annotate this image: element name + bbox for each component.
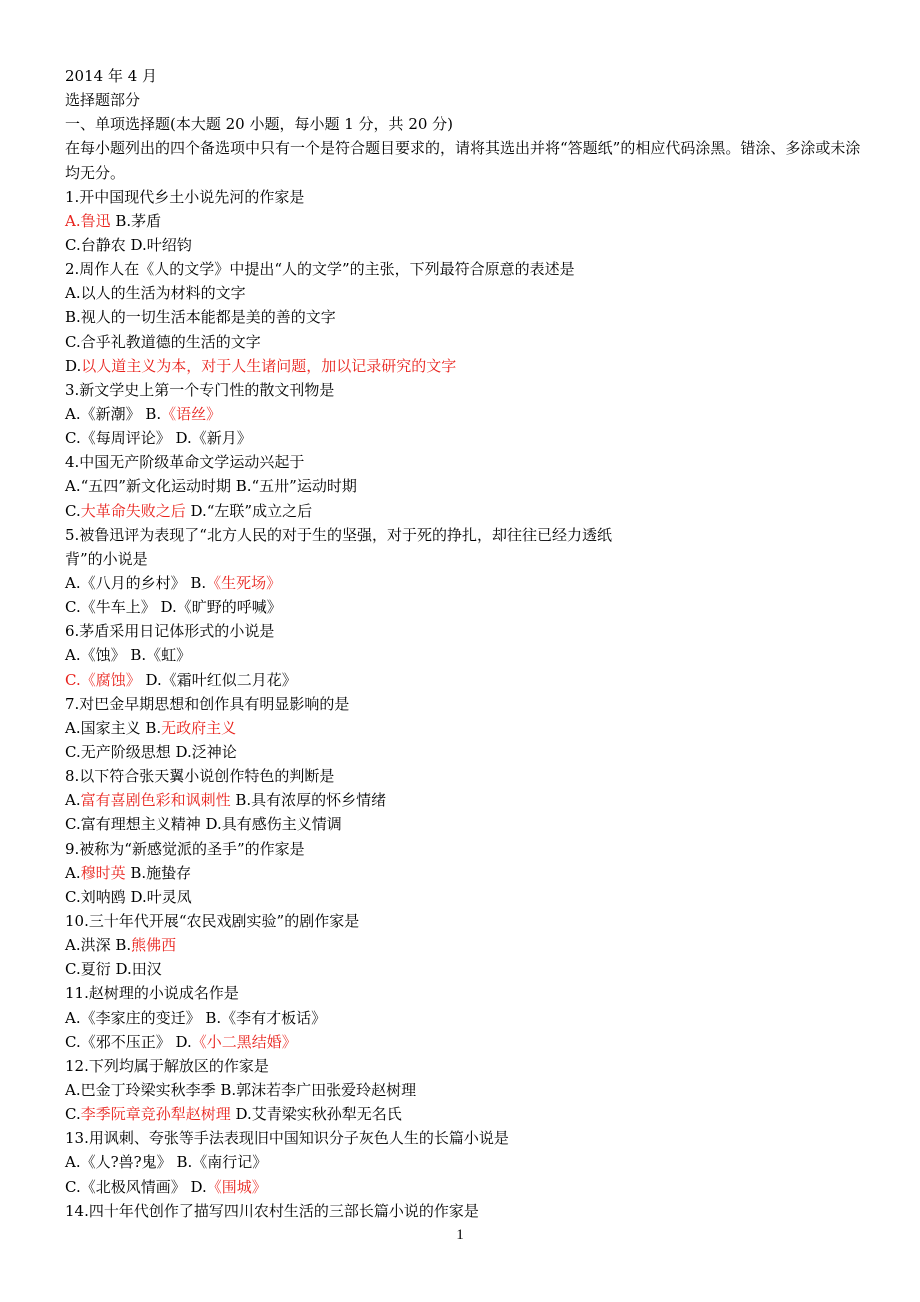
correct-answer-text: 大革命失败之后 — [80, 501, 186, 520]
correct-answer-text: 《生死场》 — [206, 573, 282, 592]
question-item — [65, 619, 865, 691]
option-text: B.视人的一切生活本能都是美的善的文字 — [65, 308, 336, 327]
option-text: A.《李家庄的变迁》 B.《李有才板话》 — [65, 1008, 327, 1027]
correct-answer-text: 无政府主义 — [161, 718, 237, 737]
option-text: D. — [65, 356, 82, 375]
option-text: B.施蛰存 — [125, 863, 192, 882]
option-text: A.《新潮》 B. — [65, 405, 162, 423]
option-text: C.《每周评论》 D.《新月》 — [65, 429, 252, 448]
option-row — [65, 571, 865, 595]
question-stem: 9.被称为“新感觉派的圣手”的作家是 — [65, 839, 305, 858]
question-stem: 2.周作人在《人的文学》中提出“人的文学”的主张，下列最符合原意的表述是 — [65, 260, 575, 279]
option-text: A.“五四”新文化运动时期 B.“五卅”运动时期 — [65, 477, 357, 496]
option-text: A.以人的生活为材料的文字 — [65, 284, 246, 303]
option-text: C.富有理想主义精神 D.具有感伤主义情调 — [65, 815, 342, 834]
option-text: C.《北极风情画》 D. — [65, 1177, 207, 1196]
option-text: D.“左联”成立之后 — [185, 501, 313, 520]
correct-answer-text: 《语丝》 — [161, 405, 222, 423]
option-row — [65, 595, 865, 619]
question-stem: 4.中国无产阶级革命文学运动兴起于 — [65, 453, 305, 472]
correct-answer-text: A.鲁迅 — [65, 211, 111, 230]
option-text: A.巴金丁玲梁实秋李季 B.郭沫若李广田张爱玲赵树理 — [65, 1080, 417, 1099]
option-row — [65, 354, 865, 378]
page-number: 1 — [456, 1227, 464, 1243]
option-text: C. — [65, 501, 81, 520]
option-row — [65, 1175, 865, 1199]
question-item — [65, 523, 865, 620]
question-stem: 6.茅盾采用日记体形式的小说是 — [65, 622, 275, 641]
correct-answer-text: C.《腐蚀》 — [65, 670, 141, 689]
option-text: B.具有浓厚的怀乡情绪 — [230, 791, 387, 810]
option-text: C.台静农 D.叶绍钧 — [65, 236, 192, 255]
option-row — [65, 885, 865, 909]
correct-answer-text: 穆时英 — [80, 863, 126, 882]
question-stem: 3.新文学史上第一个专门性的散文刊物是 — [65, 380, 335, 399]
question-item — [65, 981, 865, 1053]
option-row — [65, 330, 865, 354]
question-item — [65, 185, 865, 257]
option-text: A.洪深 B. — [65, 936, 132, 955]
option-row — [65, 643, 865, 667]
option-row — [65, 861, 865, 885]
question-item — [65, 378, 865, 450]
question-item — [65, 257, 865, 378]
option-row — [65, 402, 865, 426]
option-row — [65, 281, 865, 305]
option-row — [65, 1078, 865, 1102]
question-stem: 13.用讽刺、夸张等手法表现旧中国知识分子灰色人生的长篇小说是 — [65, 1129, 509, 1148]
option-text: A.《人?兽?鬼》 B.《南行记》 — [65, 1153, 268, 1172]
correct-answer-text: 《围城》 — [206, 1177, 267, 1196]
question-stem: 背”的小说是 — [65, 549, 148, 568]
question-item — [65, 1199, 865, 1223]
option-row — [65, 1030, 865, 1054]
option-row — [65, 716, 865, 740]
option-row — [65, 426, 865, 450]
option-text: A.国家主义 B. — [65, 718, 162, 737]
option-row — [65, 305, 865, 329]
section-title: 一、单项选择题(本大题 20 小题，每小题 1 分，共 20 分) — [65, 115, 454, 134]
document-page — [65, 64, 865, 1223]
instructions: 在每小题列出的四个备选项中只有一个是符合题目要求的，请将其选出并将“答题纸”的相应代码涂黑。错涂、多涂或未涂均无分。 — [65, 139, 861, 182]
question-item — [65, 909, 865, 981]
correct-answer-text: 以人道主义为本，对于人生诸问题，加以记录研究的文字 — [81, 356, 457, 375]
question-stem: 10.三十年代开展“农民戏剧实验”的剧作家是 — [65, 911, 360, 930]
option-text: C.夏衍 D.田汉 — [65, 960, 162, 979]
option-text: C.无产阶级思想 D.泛神论 — [65, 742, 237, 761]
question-stem: 1.开中国现代乡土小说先河的作家是 — [65, 187, 305, 206]
option-row — [65, 788, 865, 812]
correct-answer-text: 富有喜剧色彩和讽刺性 — [80, 791, 231, 810]
option-text: C. — [65, 1105, 81, 1124]
option-row — [65, 812, 865, 836]
correct-answer-text: 李季阮章竞孙犁赵树理 — [80, 1105, 231, 1124]
option-row — [65, 474, 865, 498]
question-item — [65, 1126, 865, 1198]
option-text: D.《霜叶红似二月花》 — [140, 670, 297, 689]
option-row — [65, 233, 865, 257]
correct-answer-text: 熊佛西 — [131, 936, 177, 955]
option-text: C.《牛车上》 D.《旷野的呼喊》 — [65, 598, 282, 617]
option-row — [65, 1006, 865, 1030]
option-row — [65, 668, 865, 692]
option-text: C.《邪不压正》 D. — [65, 1032, 192, 1051]
option-text: A.《蚀》 B.《虹》 — [65, 646, 192, 665]
option-row — [65, 1102, 865, 1126]
option-text: A. — [65, 863, 81, 882]
exam-date: 2014 年 4 月 — [65, 67, 158, 85]
option-row — [65, 933, 865, 957]
question-item — [65, 1054, 865, 1126]
option-row — [65, 499, 865, 523]
question-stem: 12.下列均属于解放区的作家是 — [65, 1056, 269, 1075]
question-item — [65, 764, 865, 836]
question-list — [65, 185, 865, 1223]
question-stem: 11.赵树理的小说成名作是 — [65, 984, 239, 1003]
question-item — [65, 837, 865, 909]
option-text: D.艾青梁实秋孙犁无名氏 — [230, 1105, 402, 1124]
option-row — [65, 957, 865, 981]
option-row — [65, 740, 865, 764]
option-text: A.《八月的乡村》 B. — [65, 573, 207, 592]
option-text: B.茅盾 — [110, 211, 162, 230]
option-text: C.刘呐鸥 D.叶灵凤 — [65, 887, 192, 906]
question-item — [65, 692, 865, 764]
option-text: C.合乎礼教道德的生活的文字 — [65, 332, 261, 351]
part-title: 选择题部分 — [65, 91, 141, 110]
question-stem: 14.四十年代创作了描写四川农村生活的三部长篇小说的作家是 — [65, 1201, 479, 1220]
correct-answer-text: 《小二黑结婚》 — [191, 1032, 297, 1051]
option-row — [65, 209, 865, 233]
question-stem: 5.被鲁迅评为表现了“北方人民的对于生的坚强，对于死的挣扎，却往往已经力透纸 — [65, 525, 612, 544]
question-item — [65, 450, 865, 522]
option-text: A. — [65, 791, 81, 810]
option-row — [65, 1150, 865, 1174]
question-stem: 7.对巴金早期思想和创作具有明显影响的是 — [65, 694, 350, 713]
question-stem: 8.以下符合张天翼小说创作特色的判断是 — [65, 767, 335, 786]
